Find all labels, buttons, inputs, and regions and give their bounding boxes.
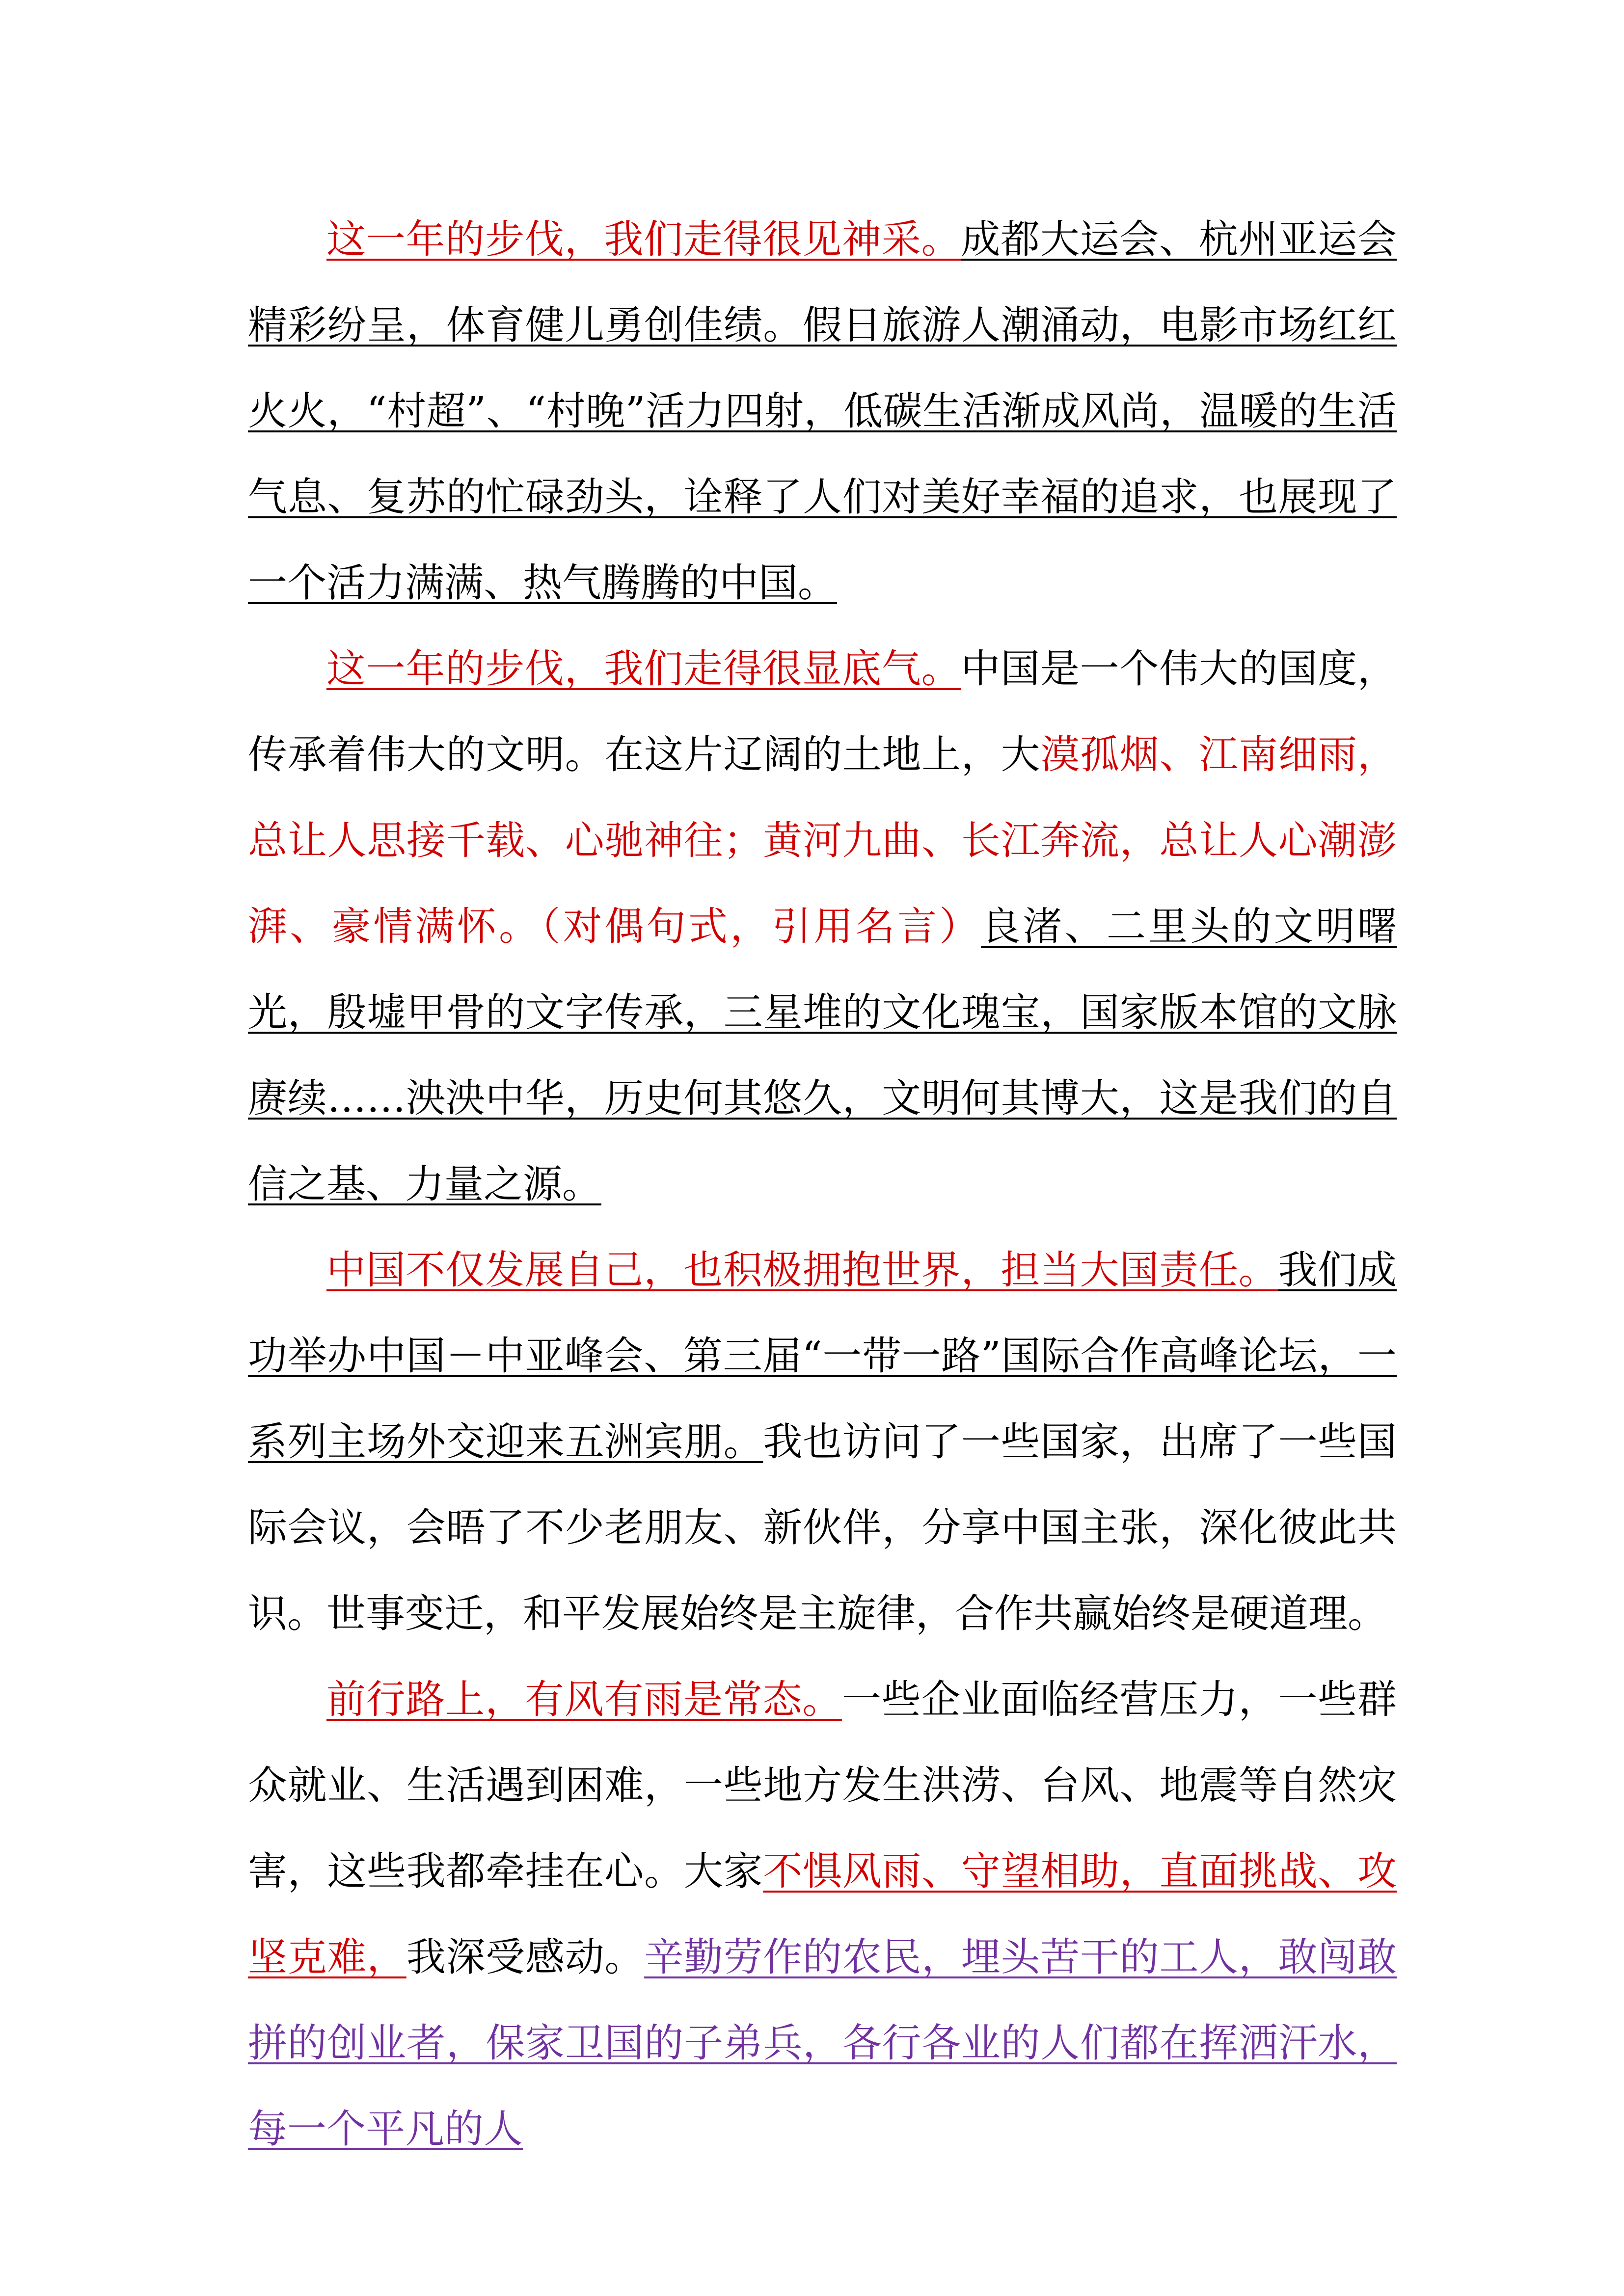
document-page [248,196,1397,2172]
body-text: 一些企业面临经营压力，一些群众就业、生活遇到困难，一些地方发生洪涝、台风、地震等自然灾害，这些我都牵挂在心。大家 [248,1677,1397,1894]
purple-underlined-text: 辛勤劳作的农民，埋头苦干的工人，敢闯敢拼的创业者，保家卫国的子弟兵，各行各业的人们都在挥洒汗水，每一个平凡的人 [248,1934,1397,2152]
body-text: 我也访问了一些国家，出席了一些国际会议，会晤了不少老朋友、新伙伴，分享中国主张，深化彼此共识。世事变迁，和平发展始终是主旋律，合作共赢始终是硬道理。 [248,1419,1397,1636]
paragraph-4 [248,1656,1397,2172]
highlighted-phrase: 不惧风雨、守望相助，直面挑战、攻坚克难， [248,1848,1397,1980]
highlighted-topic-sentence: 中国不仅发展自己，也积极拥抱世界，担当大国责任。 [326,1247,1278,1293]
annotated-quote-text: 漠孤烟、江南细雨，总让人思接千载、心驰神往；黄河九曲、长江奔流，总让人心潮澎湃、豪情满怀。（对偶句式，引用名言） [248,732,1397,949]
highlighted-topic-sentence: 前行路上，有风有雨是常态。 [326,1677,842,1722]
paragraph-2 [248,626,1397,1227]
body-text: 中国是一个伟大的国度，传承着伟大的文明。在这片辽阔的土地上，大 [248,646,1397,777]
underlined-text: 良渚、二里头的文明曙光，殷墟甲骨的文字传承，三星堆的文化瑰宝，国家版本馆的文脉赓续……泱泱中华，历史何其悠久，文明何其博大，这是我们的自信之基、力量之源。 [248,904,1397,1207]
paragraph-3 [248,1227,1397,1656]
paragraph-1 [248,196,1397,626]
body-text: 我深受感动。 [406,1934,645,1980]
highlighted-topic-sentence: 这一年的步伐，我们走得很显底气。 [326,646,961,692]
underlined-text: 我们成功举办中国－中亚峰会、第三届“一带一路”国际合作高峰论坛，一系列主场外交迎来五洲宾朋。 [248,1247,1397,1465]
highlighted-topic-sentence: 这一年的步伐，我们走得很见神采。 [326,216,961,262]
underlined-text: 成都大运会、杭州亚运会精彩纷呈，体育健儿勇创佳绩。假日旅游人潮涌动，电影市场红红火火，“村超”、“村晚”活力四射，低碳生活渐成风尚，温暖的生活气息、复苏的忙碌劲头，诠释了人们对美好幸福的追求，也展现了一个活力满满、热气腾腾的中国。 [248,216,1397,606]
